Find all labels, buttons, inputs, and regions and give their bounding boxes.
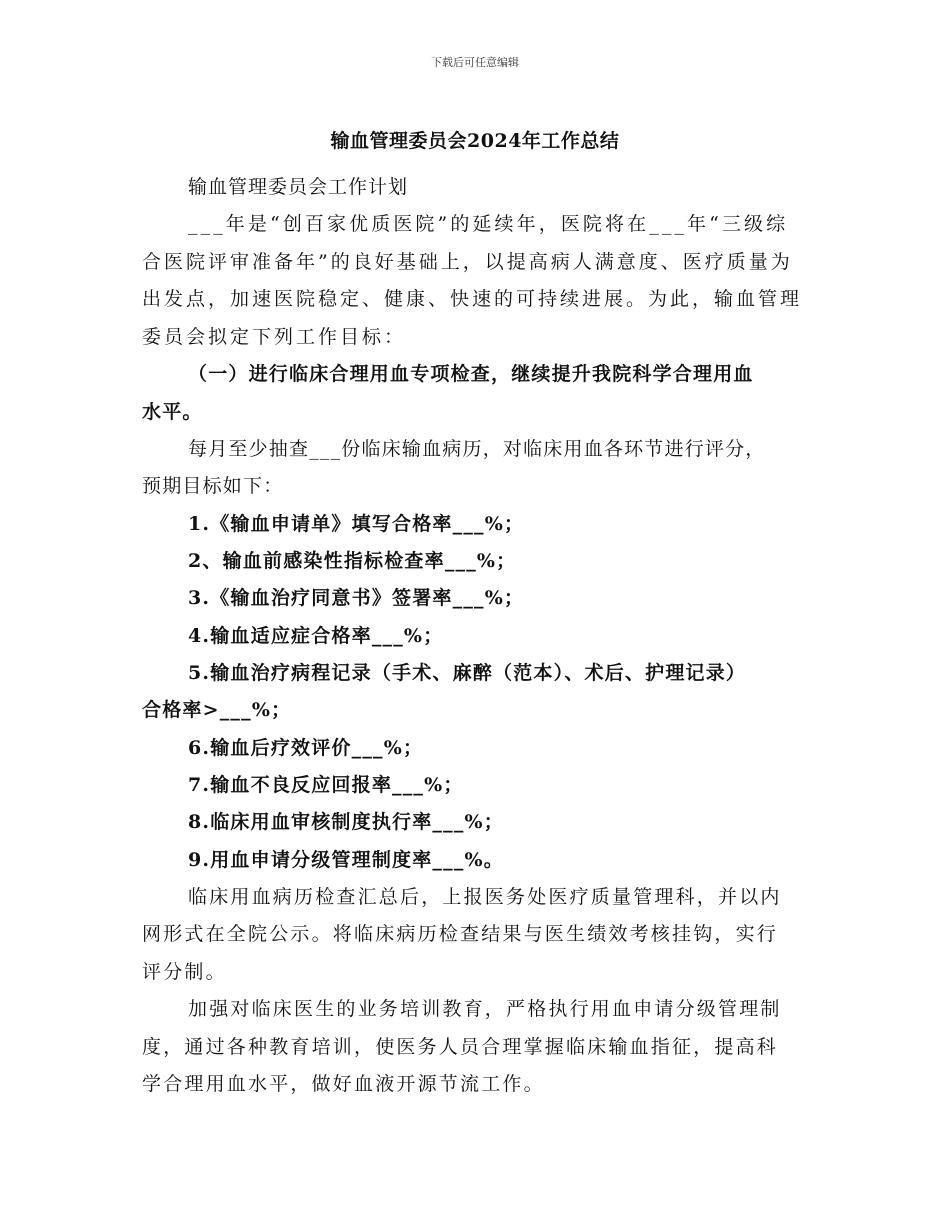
document-line: 出发点，加速医院稳定、健康、快速的可持续进展。为此，输血管理 xyxy=(142,288,803,310)
document-line: 合医院评审准备年”的良好基础上，以提高病人满意度、医疗质量为 xyxy=(142,251,793,273)
document-line: 9.用血申请分级管理制度率___%。 xyxy=(188,849,504,871)
header-note: 下载后可任意编辑 xyxy=(431,56,519,69)
document-line: 度，通过各种教育培训，使医务人员合理掌握临床输血指征，提高科 xyxy=(142,1036,779,1058)
document-line: 委员会拟定下列工作目标： xyxy=(142,326,407,348)
document-line: 加强对临床医生的业务培训教育，严格执行用血申请分级管理制 xyxy=(188,998,782,1020)
document-line: 8.临床用血审核制度执行率___%； xyxy=(188,811,504,833)
document-line: 1.《输血申请单》填写合格率___%； xyxy=(188,513,525,535)
document-line: 合格率>___%； xyxy=(142,699,292,721)
document-line: 7.输血不良反应回报率___%； xyxy=(188,774,464,796)
document-line: 水平。 xyxy=(142,401,203,423)
document-line: 4.输血适应症合格率___%； xyxy=(188,625,444,647)
document-line: 预期目标如下： xyxy=(142,475,284,497)
document-line: 3.《输血治疗同意书》签署率___%； xyxy=(188,587,525,609)
document-line: 2、输血前感染性指标检查率___%； xyxy=(188,550,517,572)
document-line: 学合理用血水平，做好血液开源节流工作。 xyxy=(142,1073,545,1095)
document-line: 网形式在全院公示。将临床病历检查结果与医生绩效考核挂钩，实行 xyxy=(142,923,779,945)
document-line: ___年是“创百家优质医院”的延续年，医院将在___年“三级综 xyxy=(188,213,789,235)
document-line: （一）进行临床合理用血专项检查，继续提升我院科学合理用血 xyxy=(188,363,754,385)
document-line: 输血管理委员会工作计划 xyxy=(188,176,409,198)
document-line: 临床用血病历检查汇总后，上报医务处医疗质量管理科，并以内 xyxy=(188,886,782,908)
document-line: 评分制。 xyxy=(142,961,227,983)
document-line: 每月至少抽查___份临床输血病历，对临床用血各环节进行评分， xyxy=(188,438,766,460)
document-line: 6.输血后疗效评价___%； xyxy=(188,737,424,759)
document-title: 输血管理委员会2024年工作总结 xyxy=(330,130,620,152)
document-line: 5.输血治疗病程记录（手术、麻醉（范本）、术后、护理记录） xyxy=(188,662,747,684)
